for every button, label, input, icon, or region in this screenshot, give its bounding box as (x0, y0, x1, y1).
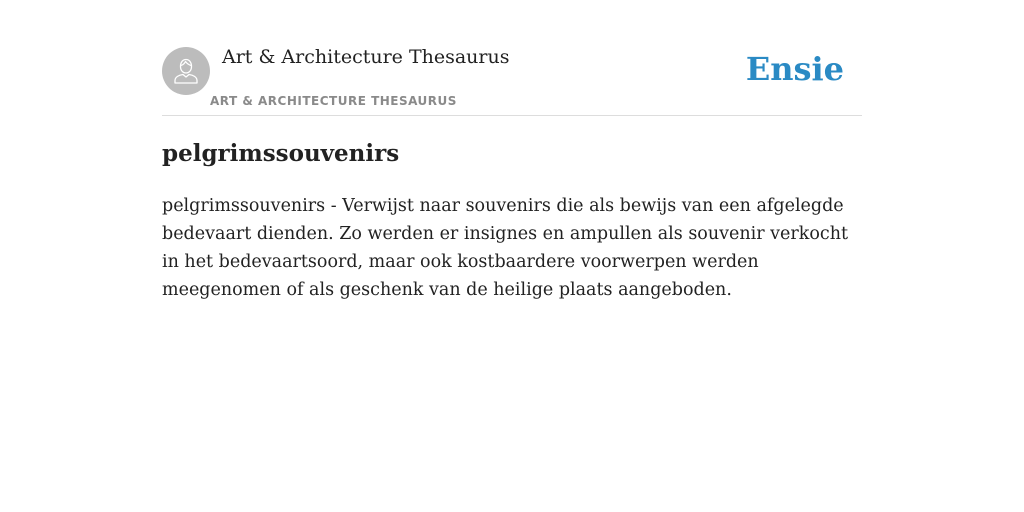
author-subtitle[interactable]: ART & ARCHITECTURE THESAURUS (210, 94, 457, 108)
brand-logo[interactable]: Ensie (745, 50, 844, 88)
page-container (162, 0, 862, 300)
author-avatar[interactable] (162, 47, 210, 95)
author-name[interactable]: Art & Architecture Thesaurus (222, 46, 510, 68)
entry-header (162, 0, 862, 116)
entry-title: pelgrimssouvenirs (162, 140, 400, 167)
user-icon (171, 56, 201, 86)
entry-definition: pelgrimssouvenirs - Verwijst naar souvenirs die als bewijs van een afgelegde bedevaart dienden. Zo werden er insignes en ampullen als souvenir verkocht in het bedevaartsoord, maar ook kostbaardere voorwerpen werden meegenomen of als geschenk van de heilige plaats aangeboden. (162, 196, 848, 300)
